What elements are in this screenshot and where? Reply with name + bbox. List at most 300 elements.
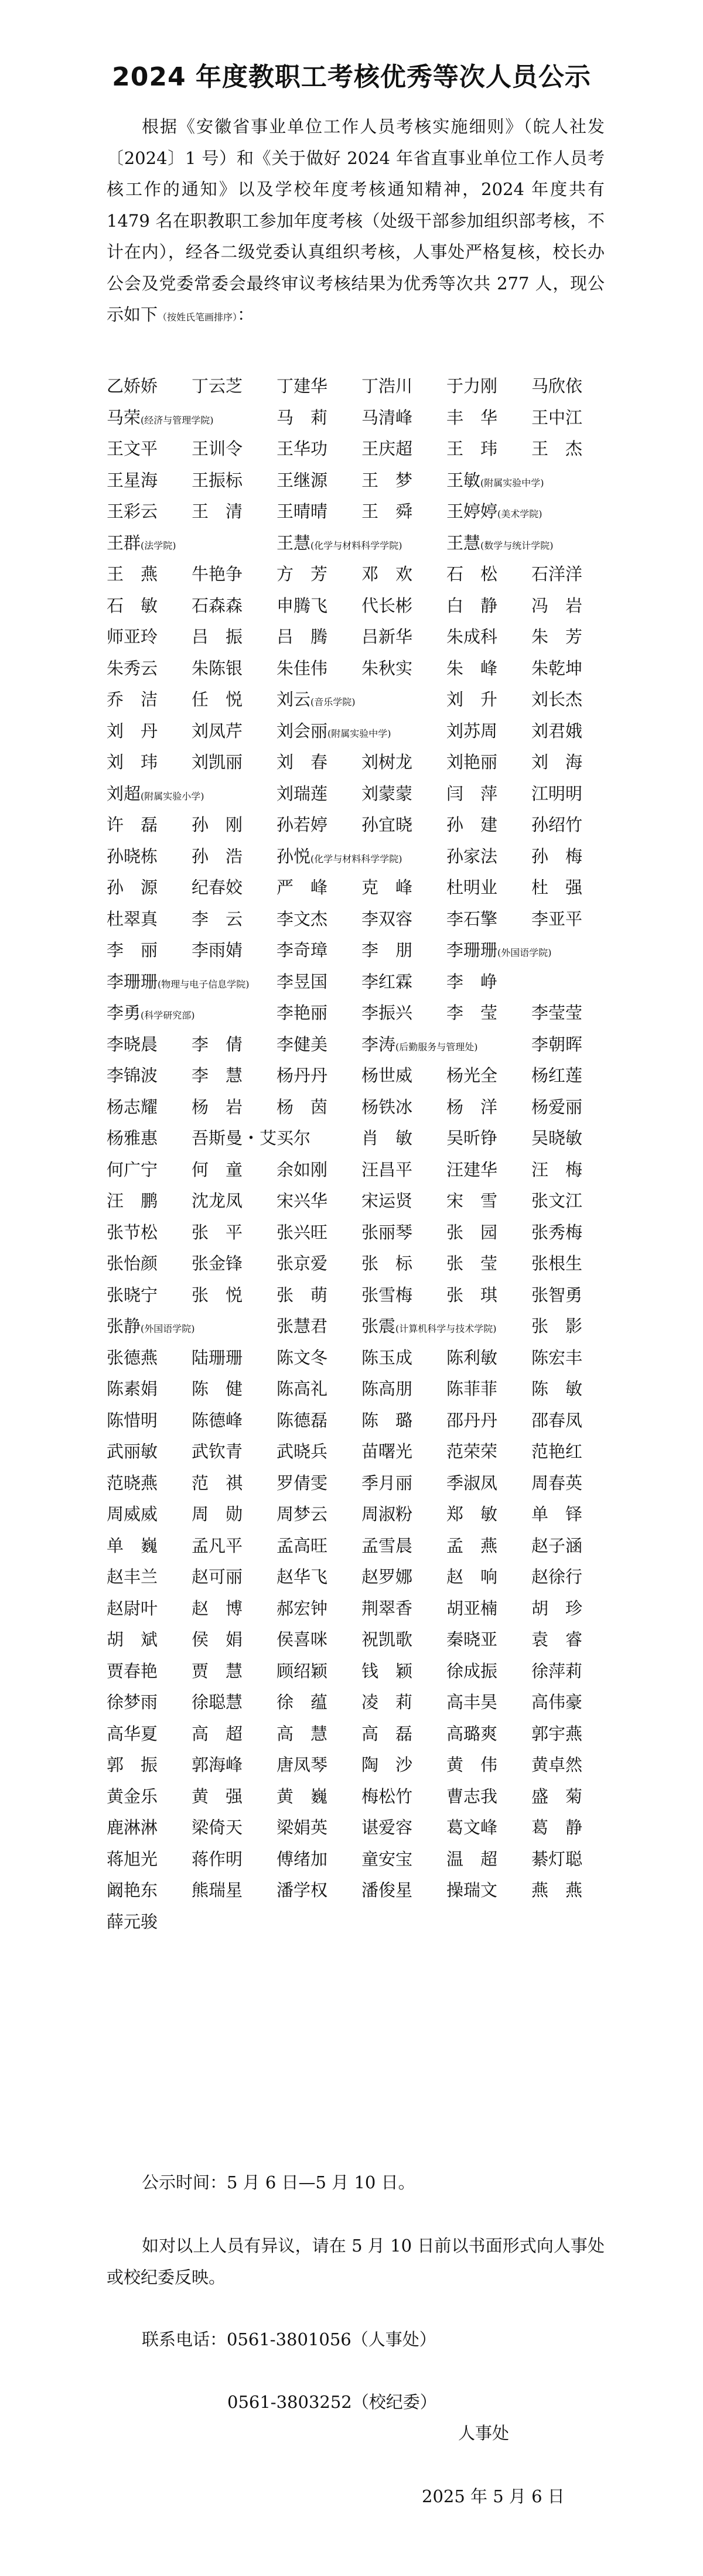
staff-name [107, 1499, 158, 1530]
staff-name [192, 1185, 243, 1217]
staff-name-text: 曹志我 [446, 1786, 498, 1806]
staff-name-text: 李奇璋 [277, 940, 328, 960]
staff-name-text: 张秀梅 [531, 1222, 583, 1242]
staff-name [446, 1280, 514, 1311]
staff-name-text: 马欣依 [531, 376, 583, 396]
staff-name [446, 1342, 497, 1374]
staff-name [277, 1311, 327, 1342]
staff-name-text: 李锦波 [107, 1065, 158, 1085]
staff-name-text: 王慧 [277, 532, 311, 553]
staff-name [446, 1185, 514, 1217]
staff-name [107, 653, 158, 685]
staff-name [277, 559, 344, 590]
staff-name-text: 赵可丽 [192, 1567, 243, 1587]
staff-name [361, 1123, 429, 1154]
staff-name [531, 1624, 599, 1656]
staff-name [192, 1060, 260, 1092]
staff-name [192, 653, 243, 685]
staff-name-text: 高璐爽 [446, 1723, 498, 1744]
staff-name-text: 张京爱 [277, 1253, 328, 1273]
staff-name [107, 1812, 158, 1844]
staff-name-text: 周淑粉 [361, 1504, 413, 1524]
staff-name [531, 1436, 582, 1468]
staff-name [192, 1499, 260, 1530]
staff-name [531, 1280, 582, 1311]
staff-name-text: 丁浩川 [361, 376, 413, 396]
staff-unit-note: (科学研究部) [141, 1010, 195, 1021]
staff-name [446, 1499, 514, 1530]
staff-name [361, 997, 412, 1029]
staff-name [107, 1374, 158, 1405]
staff-name-text: 吴昕铮 [446, 1128, 498, 1148]
staff-name [531, 590, 599, 622]
staff-name [192, 1624, 260, 1656]
name-row [107, 621, 610, 653]
staff-name [277, 1750, 327, 1781]
staff-name-text: 何童 [192, 1159, 260, 1180]
staff-name [361, 1342, 412, 1374]
staff-name-text: 石森森 [192, 595, 243, 616]
staff-name [531, 997, 582, 1029]
staff-name [531, 1562, 582, 1593]
name-row [107, 559, 610, 590]
staff-name-text: 王中江 [531, 407, 583, 428]
staff-name [107, 1154, 158, 1186]
staff-name [446, 590, 514, 622]
staff-name [531, 904, 582, 935]
name-row [107, 496, 610, 528]
staff-unit-note: (音乐学院) [310, 696, 356, 708]
staff-name [277, 371, 327, 402]
staff-name-text: 马荣 [107, 407, 141, 428]
issuing-office: 人事处 [458, 2423, 510, 2443]
staff-name-text: 杜翠真 [107, 908, 158, 929]
staff-name-text: 张金锋 [192, 1253, 243, 1273]
staff-name-text: 何广宁 [107, 1159, 158, 1180]
name-row [107, 1060, 610, 1092]
staff-name-text: 高磊 [361, 1723, 430, 1744]
staff-name-text: 王舜 [361, 501, 430, 521]
staff-name [361, 809, 412, 841]
staff-name [277, 653, 327, 685]
staff-name-text: 黄巍 [277, 1786, 345, 1806]
staff-name-text: 陈菲菲 [446, 1379, 498, 1399]
staff-name-text: 傅绪加 [277, 1849, 328, 1869]
staff-name-text: 李朋 [361, 940, 430, 960]
staff-name-text: 纪春姣 [192, 877, 243, 897]
name-row [107, 1844, 610, 1875]
staff-name-text: 申腾飞 [277, 595, 328, 616]
staff-name [107, 716, 175, 747]
staff-name-text: 王振标 [192, 470, 243, 490]
staff-name-text: 张慧君 [277, 1316, 328, 1336]
staff-name [107, 1405, 158, 1437]
staff-name [446, 1624, 497, 1656]
name-row [107, 1719, 610, 1750]
staff-name-text: 刘会丽 [277, 720, 328, 741]
staff-name-text: 朱佳伟 [277, 658, 328, 678]
staff-name-text: 张根生 [531, 1253, 583, 1273]
staff-name [192, 1719, 260, 1750]
staff-name [107, 1687, 158, 1719]
staff-name [361, 1405, 429, 1437]
staff-name-text: 郭振 [107, 1755, 175, 1775]
staff-name [531, 1092, 582, 1123]
staff-name [446, 778, 514, 810]
staff-name-text: 杨世威 [361, 1065, 413, 1085]
staff-name-text: 陈利敏 [446, 1347, 498, 1368]
name-row [107, 1781, 610, 1813]
staff-name-text: 冯岩 [531, 595, 600, 616]
staff-unit-note: (外国语学院) [141, 1323, 195, 1334]
staff-name-text: 范祺 [192, 1473, 260, 1493]
name-row [107, 1217, 610, 1249]
staff-name [531, 1468, 582, 1499]
staff-name [192, 1468, 260, 1499]
staff-name-text: 梁娟英 [277, 1817, 328, 1837]
staff-name-text: 黄强 [192, 1786, 260, 1806]
staff-name-text: 张园 [446, 1222, 515, 1242]
name-row [107, 778, 610, 810]
staff-name-text: 钱颖 [361, 1661, 430, 1681]
staff-name [446, 1217, 514, 1249]
staff-name [107, 1907, 158, 1938]
staff-name-text: 李文杰 [277, 908, 328, 929]
name-row [107, 1185, 610, 1217]
staff-name-text: 李莹 [446, 1003, 515, 1023]
staff-name [107, 935, 175, 966]
staff-name [192, 1029, 260, 1061]
staff-name [107, 528, 176, 559]
name-row [107, 904, 610, 935]
staff-name [192, 1248, 243, 1280]
staff-name [531, 433, 599, 465]
staff-name [446, 528, 554, 559]
staff-name-text: 刘凤芹 [192, 720, 243, 741]
staff-name-text: 刘艳丽 [446, 752, 498, 772]
staff-name-text: 郝宏钟 [277, 1598, 328, 1618]
staff-name [361, 747, 412, 778]
staff-name [277, 402, 344, 434]
staff-name-text: 石敏 [107, 595, 175, 616]
staff-name-text: 王婷婷 [446, 501, 498, 521]
staff-name [192, 496, 260, 528]
staff-name-text: 孙绍竹 [531, 815, 583, 835]
staff-name [361, 935, 429, 966]
name-row [107, 465, 610, 497]
staff-name [446, 1248, 514, 1280]
staff-name [277, 1656, 327, 1687]
staff-name [192, 1656, 260, 1687]
staff-name-text: 杨茵 [277, 1096, 345, 1117]
staff-name-text: 李健美 [277, 1034, 328, 1054]
staff-name-text: 杨光全 [446, 1065, 498, 1085]
staff-name [277, 935, 327, 966]
staff-name [277, 1217, 327, 1249]
staff-name-text: 李红霖 [361, 971, 413, 992]
staff-name [277, 1781, 344, 1813]
staff-name [192, 841, 260, 873]
staff-name-text: 刘树龙 [361, 752, 413, 772]
staff-name [446, 1687, 497, 1719]
staff-name [361, 371, 412, 402]
staff-name [531, 841, 599, 873]
staff-name-text: 孟高旺 [277, 1535, 328, 1556]
staff-name-text: 宋兴华 [277, 1191, 328, 1211]
staff-name [192, 684, 260, 716]
staff-name-text: 邵春凤 [531, 1410, 583, 1430]
name-row [107, 747, 610, 778]
staff-name [531, 1123, 582, 1154]
staff-name [446, 809, 514, 841]
staff-name-text: 石洋洋 [531, 564, 583, 584]
staff-name-text: 刘海 [531, 752, 600, 772]
staff-name-text: 王梦 [361, 470, 430, 490]
staff-name [277, 778, 327, 810]
staff-name [192, 1123, 310, 1154]
staff-name-text: 蒋旭光 [107, 1849, 158, 1869]
staff-name-text: 孙悦 [277, 846, 311, 866]
staff-name-text: 王敏 [446, 470, 481, 490]
staff-name-text: 黄金乐 [107, 1786, 158, 1806]
staff-name [446, 904, 497, 935]
staff-name [446, 1719, 497, 1750]
staff-name [531, 1750, 582, 1781]
staff-unit-note: (外国语学院) [497, 947, 552, 958]
staff-name-text: 黄伟 [446, 1755, 515, 1775]
staff-name [361, 590, 412, 622]
name-row [107, 1280, 610, 1311]
staff-name [531, 716, 582, 747]
staff-name-text: 张怡颜 [107, 1253, 158, 1273]
staff-name-text: 陶沙 [361, 1755, 430, 1775]
staff-name-text: 张萌 [277, 1284, 345, 1305]
staff-unit-note: (数学与统计学院) [480, 539, 554, 551]
staff-name-text: 马清峰 [361, 407, 413, 428]
staff-unit-note: (法学院) [141, 539, 176, 551]
staff-name [107, 1468, 158, 1499]
staff-name-text: 严峰 [277, 877, 345, 897]
staff-name-text: 杨丹丹 [277, 1065, 328, 1085]
staff-name-text: 代长彬 [361, 595, 413, 616]
staff-name [446, 371, 497, 402]
name-row [107, 1436, 610, 1468]
staff-name [107, 496, 158, 528]
staff-name [531, 1374, 599, 1405]
staff-name-text: 吕振 [192, 627, 260, 647]
staff-name [192, 621, 260, 653]
name-row [107, 1875, 610, 1907]
staff-name-text: 于力刚 [446, 376, 498, 396]
staff-name [361, 1781, 412, 1813]
staff-name-text: 汪昌平 [361, 1159, 413, 1180]
staff-name [446, 1656, 497, 1687]
staff-name [277, 1530, 327, 1562]
name-row [107, 1812, 610, 1844]
staff-name-text: 童安宝 [361, 1849, 413, 1869]
staff-name-text: 张莹 [446, 1253, 515, 1273]
staff-name-text: 李亚平 [531, 908, 583, 929]
staff-name [361, 966, 412, 998]
staff-name-text: 王杰 [531, 439, 600, 459]
staff-name [107, 1342, 158, 1374]
staff-name [531, 1185, 582, 1217]
staff-unit-note: (附属实验中学) [480, 477, 544, 488]
staff-name [446, 1123, 497, 1154]
staff-name [361, 559, 429, 590]
staff-name-text: 孙刚 [192, 815, 260, 835]
staff-name [277, 872, 344, 904]
staff-name-text: 张丽琴 [361, 1222, 413, 1242]
staff-name-text: 孙建 [446, 815, 515, 835]
staff-name [192, 1687, 243, 1719]
staff-name [446, 465, 544, 497]
staff-name [531, 559, 582, 590]
staff-name-text: 白静 [446, 595, 515, 616]
name-row [107, 809, 610, 841]
staff-name-text: 周威威 [107, 1504, 158, 1524]
staff-name [107, 966, 250, 998]
staff-name-text: 肖敏 [361, 1128, 430, 1148]
staff-name-text: 谌爱容 [361, 1817, 413, 1837]
staff-name [192, 1374, 260, 1405]
staff-name-text: 周春英 [531, 1473, 583, 1493]
staff-name [446, 653, 514, 685]
staff-name [361, 1311, 497, 1342]
staff-name-text: 周梦云 [277, 1504, 328, 1524]
intro-end: ： [237, 305, 255, 324]
staff-name-text: 王晴晴 [277, 501, 328, 521]
staff-name [107, 621, 158, 653]
staff-name [531, 1844, 582, 1875]
staff-name-text: 李丽 [107, 940, 175, 960]
staff-name [531, 402, 582, 434]
staff-name-text: 葛文峰 [446, 1817, 498, 1837]
publicity-period: 公示时间：5 月 6 日—5 月 10 日。 [142, 2172, 415, 2192]
staff-name-text: 陆珊珊 [192, 1347, 243, 1368]
staff-name [277, 1499, 327, 1530]
name-row [107, 716, 610, 747]
staff-name [277, 747, 344, 778]
staff-name [192, 371, 243, 402]
staff-name [531, 1311, 599, 1342]
staff-name [107, 402, 214, 434]
staff-name [361, 778, 412, 810]
staff-name [277, 1844, 327, 1875]
staff-name-text: 刘玮 [107, 752, 175, 772]
staff-name-text: 单巍 [107, 1535, 175, 1556]
staff-name-text: 张平 [192, 1222, 260, 1242]
staff-name-text: 孙浩 [192, 846, 260, 866]
staff-unit-note: (经济与管理学院) [141, 414, 214, 426]
staff-name-text: 王清 [192, 501, 260, 521]
staff-name [192, 747, 243, 778]
staff-name-text: 黄卓然 [531, 1755, 583, 1775]
staff-name-text: 孟凡平 [192, 1535, 243, 1556]
staff-name-text: 李昱国 [277, 971, 328, 992]
staff-name [277, 621, 344, 653]
staff-name [531, 809, 582, 841]
staff-name-text: 盛菊 [531, 1786, 600, 1806]
staff-name-text: 克峰 [361, 877, 430, 897]
staff-unit-note: (附属实验小学) [141, 790, 204, 802]
staff-name [446, 716, 497, 747]
staff-name [107, 1844, 158, 1875]
staff-name-text: 葛静 [531, 1817, 600, 1837]
staff-name-text: 吾斯曼・艾买尔 [192, 1128, 311, 1148]
staff-name [361, 1060, 412, 1092]
staff-name-text: 李云 [192, 908, 260, 929]
staff-name [107, 1029, 158, 1061]
name-row [107, 1248, 610, 1280]
staff-name [277, 966, 327, 998]
staff-name [192, 1280, 260, 1311]
staff-name-text: 高超 [192, 1723, 260, 1744]
staff-name [277, 1687, 344, 1719]
staff-name-text: 罗倩雯 [277, 1473, 328, 1493]
staff-name-text: 王星海 [107, 470, 158, 490]
name-row [107, 1342, 610, 1374]
staff-name-text: 陈德峰 [192, 1410, 243, 1430]
staff-unit-note: (美术学院) [497, 508, 542, 520]
staff-name-text: 徐蕴 [277, 1692, 345, 1712]
intro-sort-note: （按姓氏笔画排序） [158, 312, 238, 323]
staff-name-text: 潘学权 [277, 1880, 328, 1900]
staff-name [361, 1374, 412, 1405]
staff-name-text: 武丽敏 [107, 1441, 158, 1461]
staff-name-text: 李涛 [361, 1034, 396, 1054]
name-row [107, 1593, 610, 1625]
staff-name [107, 1562, 158, 1593]
staff-name-text: 徐成振 [446, 1661, 498, 1681]
staff-name-text: 刘瑞莲 [277, 783, 328, 804]
staff-name-text: 凌莉 [361, 1692, 430, 1712]
staff-name-text: 武钦青 [192, 1441, 243, 1461]
name-row [107, 653, 610, 685]
staff-name-text: 季月丽 [361, 1473, 413, 1493]
staff-name-text: 袁睿 [531, 1629, 600, 1649]
staff-unit-note: (化学与材料科学学院) [310, 853, 402, 865]
staff-name-text: 孙源 [107, 877, 175, 897]
staff-name [107, 778, 204, 810]
staff-name-text: 余如刚 [277, 1159, 328, 1180]
staff-name [192, 809, 260, 841]
staff-name-text: 李艳丽 [277, 1003, 328, 1023]
staff-name [361, 1154, 412, 1186]
name-row [107, 371, 610, 402]
staff-name [361, 1530, 412, 1562]
staff-name-text: 丰华 [446, 407, 515, 428]
staff-name [107, 1185, 175, 1217]
staff-name-text: 范荣荣 [446, 1441, 498, 1461]
name-row [107, 590, 610, 622]
name-row [107, 402, 610, 434]
staff-name [361, 1217, 412, 1249]
staff-name-text: 刘云 [277, 689, 311, 709]
staff-name-text: 顾绍颖 [277, 1661, 328, 1681]
staff-name [107, 1781, 158, 1813]
staff-name-text: 王群 [107, 532, 141, 553]
staff-name-text: 王玮 [446, 439, 515, 459]
staff-name [107, 997, 195, 1029]
staff-name-text: 陈文冬 [277, 1347, 328, 1368]
staff-name [361, 1499, 412, 1530]
staff-name-text: 胡亚楠 [446, 1598, 498, 1618]
staff-name [531, 1499, 599, 1530]
staff-name [277, 433, 327, 465]
staff-name [277, 716, 391, 747]
staff-name-text: 范艳红 [531, 1441, 583, 1461]
